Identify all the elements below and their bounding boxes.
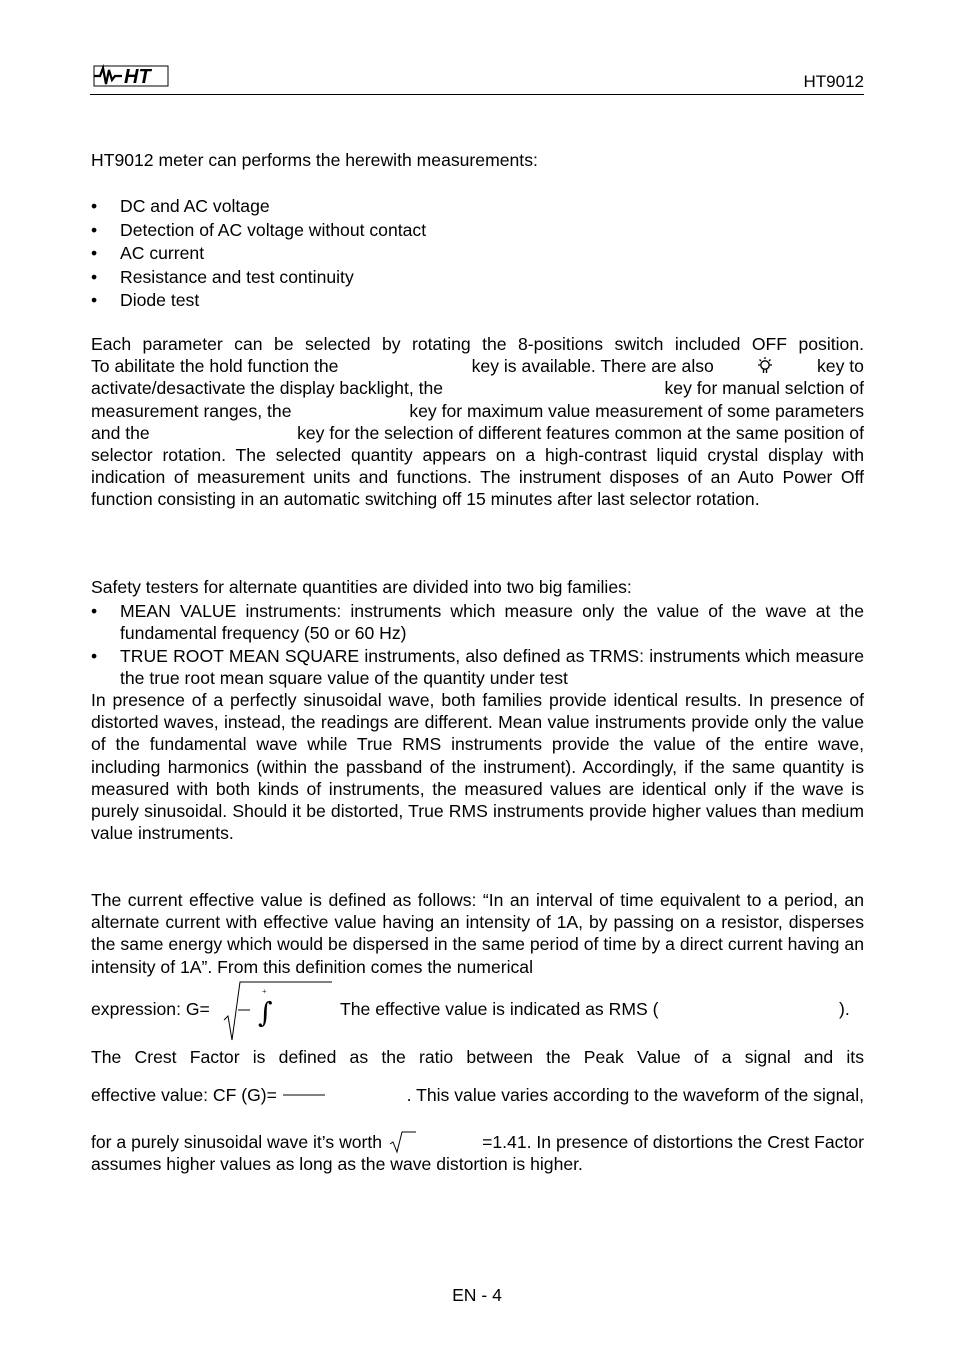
list-item: • DC and AC voltage [91,196,270,216]
header-divider [90,94,864,95]
para-line: measurement ranges, the key for maximum value measurement of some parameters [91,400,864,421]
families-body: In presence of a perfectly sinusoidal wave, both families provide identical results. In presence of distorted waves, instead, the readings are different. Mean value instruments provide only the value of the fundamental wave while True RMS instruments provide the value of the entire wave, including harmonics (within the passband of the instrument). Accordingly, if the same quantity is measured with both kinds of instruments, the measured values are identical only if the wave is purely sinusoidal. Should it be distorted, True RMS instruments provide higher values than medium value instruments. [91,690,864,844]
families-intro: Safety testers for alternate quantities are divided into two big families: [91,577,632,597]
sine-line: for a purely sinusoidal wave it’s worth =1.41. In presence of distortions the Crest Factor [91,1130,864,1154]
list-item: • AC current [91,243,205,264]
fraction-bar [281,1091,329,1099]
list-item: • Diode test [91,290,200,311]
para-line: activate/desactivate the display backlight, the key for manual selction of [91,378,864,399]
effective-body: The current effective value is defined as follows: “In an interval of time equivalent to a period, an alternate current with effective value having an intensity of 1A, by passing on a resistor, disperses the same energy which would be dispersed in the same period of time by a direct current having an intensity of 1A”. From this definition comes the numerical [91,890,864,977]
rms-formula-graphic [222,980,334,1042]
sqrt-icon [388,1130,418,1154]
expr-prefix: expression: G= [91,999,210,1019]
para-line: To abilitate the hold function the key is available. There are also key to [91,356,864,377]
crest-expression-line: effective value: CF (G)= . This value varies according to the waveform of the signal, [91,1085,864,1105]
expr-close: ). [839,999,850,1019]
last-line: assumes higher values as long as the wave distortion is higher. [91,1154,583,1174]
model-name: HT9012 [803,72,864,91]
list-item: • TRUE ROOT MEAN SQUARE instruments, also defined as TRMS: instruments which measure the true root mean square value of the quantity under test [91,646,864,689]
rms-expression-line [91,980,864,1046]
para-line: Each parameter can be selected by rotating the 8-positions switch included OFF position. [91,334,864,354]
page-number: EN - 4 [452,1285,502,1305]
svg-text:∫: ∫ [258,996,273,1029]
logo-text: HT [124,66,151,88]
para-line: and the key for the selection of different features common at the same position of [91,422,864,443]
para-rest: selector rotation. The selected quantity appears on a high-contrast liquid crystal display with indication of measurement units and functions. The instrument disposes of an Auto Power Off function consisting in an automatic switching off 15 minutes after last selector rotation. [91,445,864,510]
ht-logo [92,62,170,88]
list-item: • MEAN VALUE instruments: instruments which measure only the value of the wave at the fundamental frequency (50 or 60 Hz) [91,601,864,644]
crest-line: The Crest Factor is defined as the ratio between the Peak Value of a signal and its [91,1047,864,1067]
intro-text: HT9012 meter can performs the herewith measurements: [91,150,538,170]
backlight-icon [755,356,775,376]
expr-suffix: The effective value is indicated as RMS ( [340,999,659,1019]
list-item: • Detection of AC voltage without contact [91,219,427,240]
measurement-list [91,195,864,313]
list-item: • Resistance and test continuity [91,266,354,287]
svg-text:+: + [262,987,267,996]
features-paragraph [91,333,864,511]
